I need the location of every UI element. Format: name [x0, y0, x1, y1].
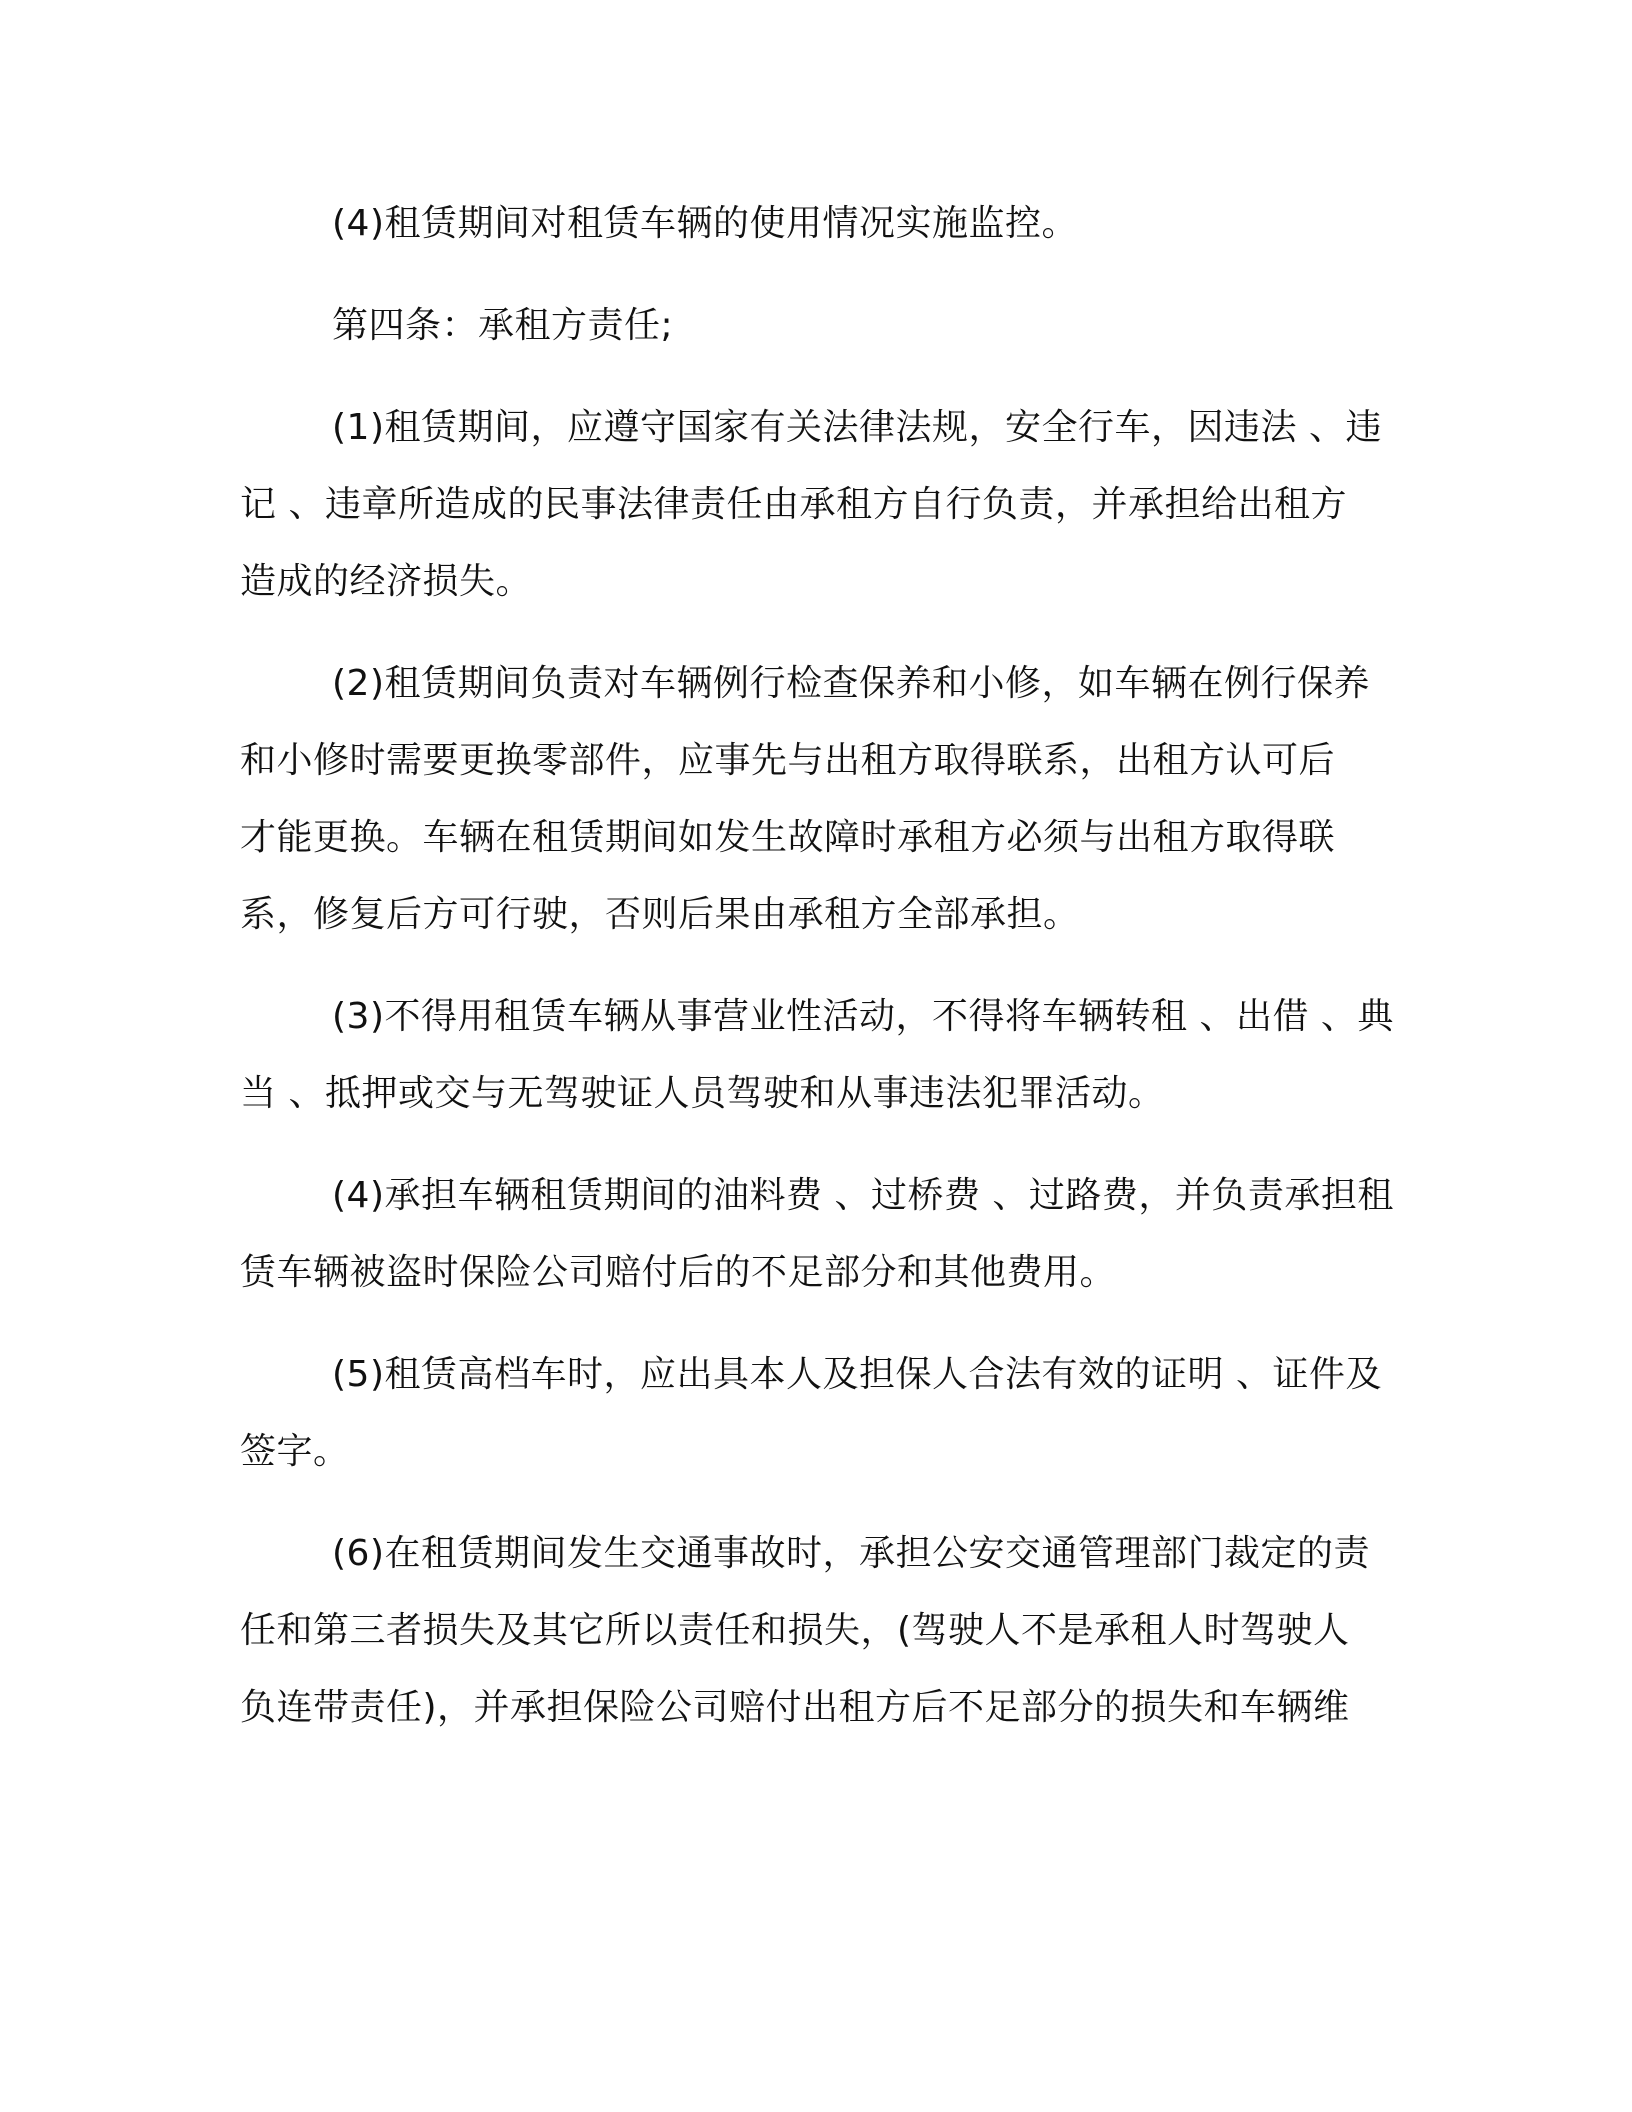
- clause-4-4: [240, 1157, 1394, 1311]
- text-line: (6)在租赁期间发生交通事故时，承担公安交通管理部门裁定的责: [332, 1533, 1370, 1574]
- text-line: (1)租赁期间，应遵守国家有关法律法规，安全行车，因违法 、违: [332, 407, 1382, 448]
- document-body: [240, 185, 1394, 1746]
- clause-4-2: [240, 645, 1385, 953]
- clause-4-5: [240, 1336, 1385, 1490]
- clause-4-3: [240, 978, 1394, 1132]
- text-line: 造成的经济损失。: [240, 561, 533, 602]
- text-line: 任和第三者损失及其它所以责任和损失，(驾驶人不是承租人时驾驶人: [240, 1610, 1350, 1651]
- text-line: 赁车辆被盗时保险公司赔付后的不足部分和其他费用。: [240, 1252, 1117, 1293]
- clause-4-6: [240, 1515, 1385, 1746]
- text-line: 第四条：承租方责任;: [332, 305, 674, 346]
- clause-3-4: [240, 185, 1385, 262]
- text-line: 负连带责任)，并承担保险公司赔付出租方后不足部分的损失和车辆维: [240, 1687, 1350, 1728]
- text-line: 记 、违章所造成的民事法律责任由承租方自行负责，并承担给出租方: [240, 484, 1347, 525]
- text-line: (4)租赁期间对租赁车辆的使用情况实施监控。: [332, 203, 1078, 244]
- text-line: (3)不得用租赁车辆从事营业性活动，不得将车辆转租 、出借 、典: [332, 996, 1394, 1037]
- article-4-heading: [240, 287, 1385, 364]
- text-line: 签字。: [240, 1431, 350, 1472]
- text-line: 系，修复后方可行驶，否则后果由承租方全部承担。: [240, 894, 1080, 935]
- text-line: 当 、抵押或交与无驾驶证人员驾驶和从事违法犯罪活动。: [240, 1073, 1165, 1114]
- text-line: 才能更换。车辆在租赁期间如发生故障时承租方必须与出租方取得联: [240, 817, 1336, 858]
- text-line: 和小修时需要更换零部件，应事先与出租方取得联系，出租方认可后: [240, 740, 1336, 781]
- text-line: (4)承担车辆租赁期间的油料费 、过桥费 、过路费，并负责承担租: [332, 1175, 1394, 1216]
- text-line: (2)租赁期间负责对车辆例行检查保养和小修，如车辆在例行保养: [332, 663, 1370, 704]
- clause-4-1: [240, 389, 1385, 620]
- text-line: (5)租赁高档车时，应出具本人及担保人合法有效的证明 、证件及: [332, 1354, 1382, 1395]
